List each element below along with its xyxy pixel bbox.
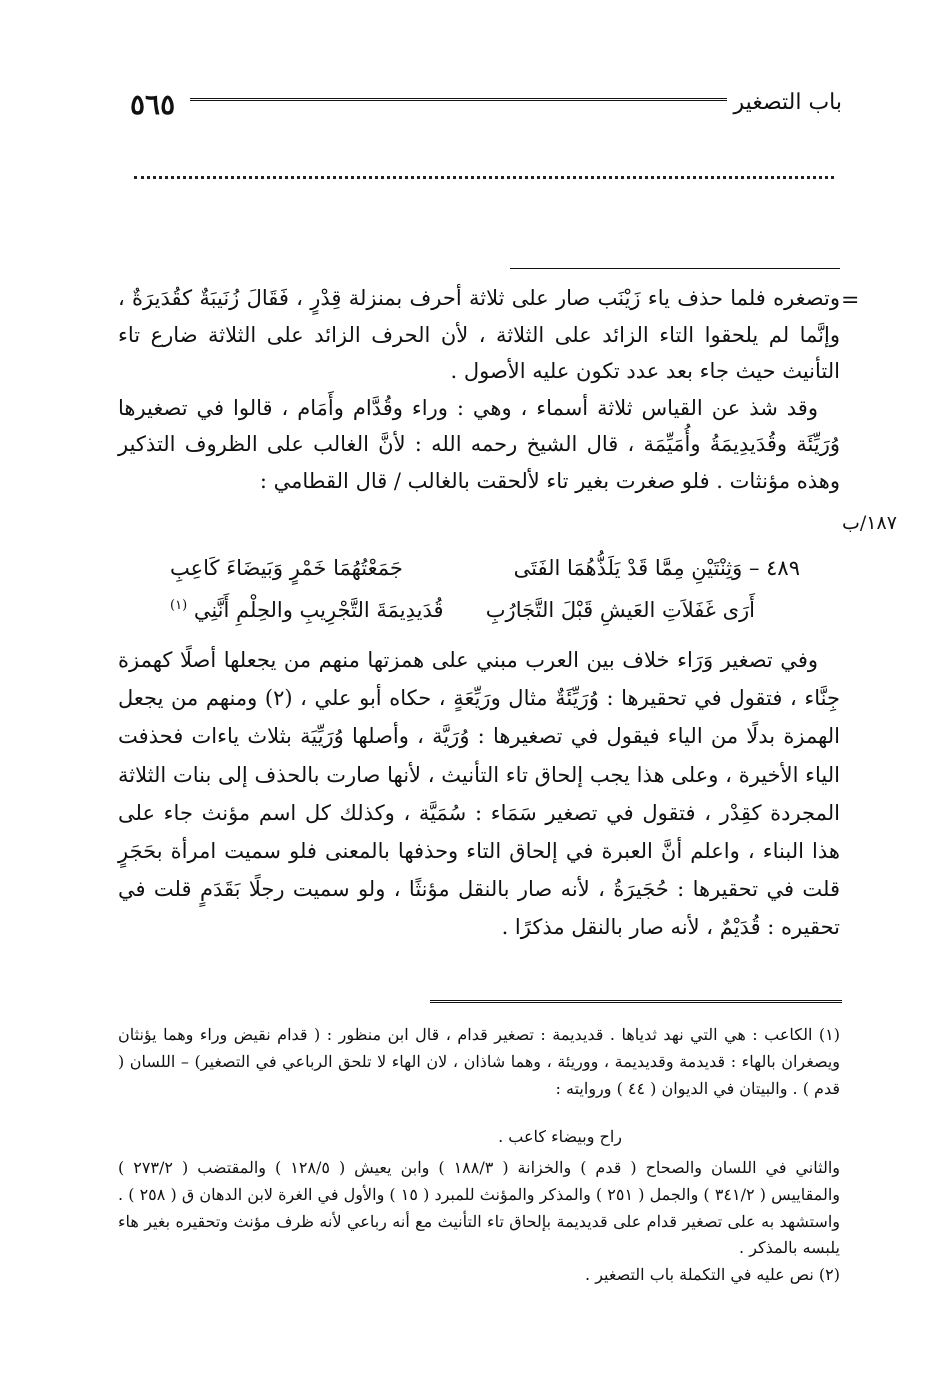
continuation-marker: =	[841, 288, 860, 313]
main-text-2	[118, 641, 840, 947]
paragraph-3: وفي تصغير وَرَاء خلاف بين العرب مبني على همزتها منهم من يجعلها أصلًا كهمزة جِنَّاء ، فتقول في تحقيرها : وُرَيِّئَةٌ مثال ورَيِّعَةٍ ، حكاه أبو علي ، (٢) ومنهم من يجعل الهمزة بدلًا من الياء فيقول في تصغيرها : وُرَيَّة ، وأصلها وُرَيِّيَة بثلاث ياءات فحذفت الياء الأخيرة ، وعلى هذا يجب إلحاق تاء التأنيث ، لأنها صارت بالحذف إلى بنات الثلاثة المجردة كقِدْر ، فتقول في تصغير سَمَاء : سُمَيَّة ، وكذلك كل اسم مؤنث جاء على هذا البناء ، واعلم أنَّ العبرة في إلحاق التاء وحذفها بالمعنى فلو سميت امرأة بحَجَرٍ قلت في تحقيرها : حُجَيرَةُ ، لأنه صار بالنقل مؤنثًا ، ولو سميت رجلًا بَقَدَمٍ قلت في تحقيره : قُدَيْمٌ ، لأنه صار بالنقل مذكرًا .	[118, 648, 840, 940]
footnotes	[118, 1022, 840, 1102]
page-header	[130, 88, 842, 128]
verse-line-2	[150, 598, 800, 634]
verse-1-right-text: وَثِنْتَيْنِ مِمَّا قَدْ يَلَذُّهُمَا الفَتَى	[513, 556, 743, 580]
footnote-ref-1: (١)	[170, 598, 188, 613]
continuation-rule	[510, 268, 840, 269]
chapter-title: باب التصغير	[733, 90, 842, 115]
verse-2-second-hemistich	[170, 598, 444, 622]
verse-line-1	[150, 556, 800, 592]
verse-number: ٤٨٩ –	[748, 556, 800, 580]
verse-1-second-hemistich: جَمَعْتُهُمَا خَمْرٍ وَبَيضَاءَ كَاعِبِ	[170, 556, 403, 580]
footnote-verse-fragment: راح وبيضاء كاعب .	[498, 1127, 622, 1146]
dotted-divider	[134, 176, 834, 179]
verse-1-first-hemistich	[514, 556, 800, 580]
header-rule	[190, 98, 727, 107]
main-text	[118, 280, 840, 499]
footnote-rule	[430, 1000, 842, 1007]
folio-marker: ١٨٧/ب	[842, 512, 897, 534]
verse-2-first-hemistich: أَرَى غَفَلاَتِ العَيشِ قَبْلَ التَّجَارُبِ	[485, 598, 755, 622]
footnote-2: (٢) نص عليه في التكملة باب التصغير .	[585, 1265, 840, 1285]
footnote-1: (١) الكاعب : هي التي نهد ثدياها . قديديمة : تصغير قدام ، قال ابن منظور : ( قدام نقيض وراء وهما يؤنثان ويصغران بالهاء : قديدمة وقديديمة ، ووريئة ، وهما شاذان ، لان الهاء لا تلحق الرباعي في التصغير) – اللسان ( قدم ) . والبيتان في الديوان ( ٤٤ ) وروايته :	[118, 1025, 840, 1098]
page-number: ٥٦٥	[130, 88, 176, 121]
verse-2-left-text: قُدَيدِيمَةَ التَّجْرِيبِ والحِلْمِ أَنَّنِي	[193, 598, 444, 622]
footnote-1-continued: والثاني في اللسان والصحاح ( قدم ) والخزانة ( ١٨٨/٣ ) وابن يعيش ( ١٢٨/٥ ) والمقتضب ( ٢٧٣/٢ ) والمقاييس ( ٣٤١/٢ ) والجمل ( ٢٥١ ) والمذكر والمؤنث للمبرد ( ١٥ ) والأول في الغرة لابن الدهان ق ( ٢٥٨ ) . واستشهد به على تصغير قدام على قديديمة بإلحاق تاء التأنيث مع أنه رباعي لأنه ظرف مؤنث وتحقيره بغير هاء يلبسه بالمذكر .	[118, 1158, 841, 1258]
footnotes-continued	[118, 1155, 840, 1289]
paragraph-2: وقد شذ عن القياس ثلاثة أسماء ، وهي : وراء وقُدَّام وأَمَام ، قالوا في تصغيرها وُرَيِّئَة وقُدَيدِيمَةُ وأُمَيِّمَة ، قال الشيخ رحمه الله : لأنَّ الغالب على الظروف التذكير وهذه مؤنثات . فلو صغرت بغير تاء لألحقت بالغالب / قال القطامي :	[118, 395, 840, 493]
paragraph-1: وتصغره فلما حذف ياء زَيْنَب صار على ثلاثة أحرف بمنزلة قِدْرٍ ، فَقَالَ زُنَيبَةٌ كقُدَيرَةٌ ، وإنَّما لم يلحقوا التاء الزائد على الثلاثة ، لأن الحرف الزائد على الثلاثة ضارع تاء التأنيث حيث جاء بعد عدد تكون عليه الأصول .	[118, 286, 840, 383]
